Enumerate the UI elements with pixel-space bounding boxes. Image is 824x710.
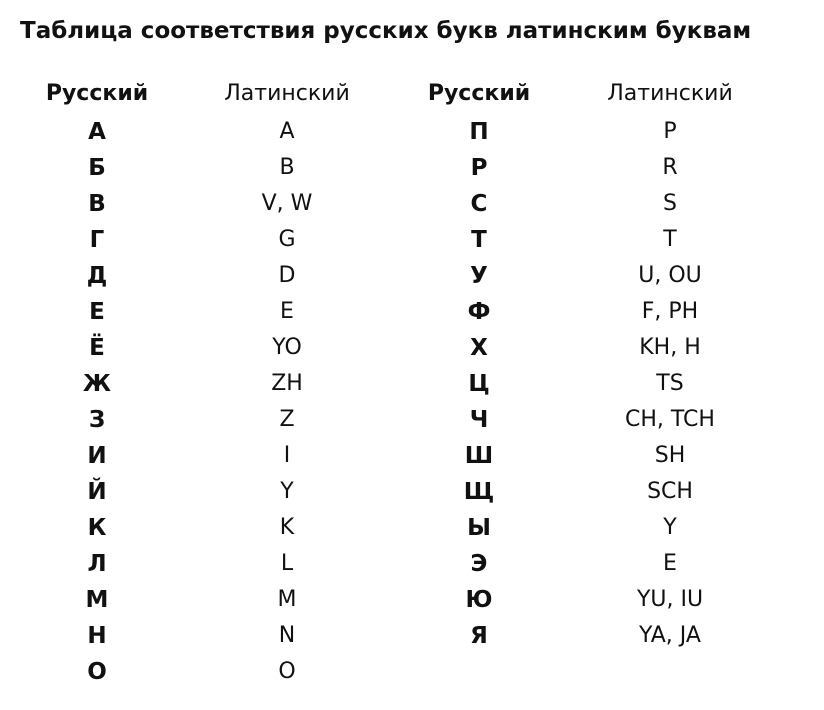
latin-equivalent: T [663, 227, 677, 252]
russian-letter: И [87, 443, 107, 469]
russian-letter: Щ [463, 479, 495, 505]
russian-letter: Ё [89, 335, 105, 361]
latin-equivalent: I [283, 443, 291, 468]
russian-letter: Р [470, 155, 488, 181]
russian-letter: П [469, 119, 489, 145]
russian-letter: Х [470, 335, 488, 361]
russian-letter: Д [86, 263, 108, 289]
header-russian-right: Русский [427, 81, 531, 106]
latin-equivalent: Y [280, 479, 294, 504]
russian-letter: Я [470, 623, 488, 649]
latin-equivalent: E [280, 299, 294, 324]
russian-letter: Т [471, 227, 487, 253]
latin-equivalent: A [279, 119, 295, 144]
latin-equivalent: D [278, 263, 296, 288]
latin-equivalent: E [663, 551, 677, 576]
latin-column-right [595, 74, 745, 654]
latin-equivalent: B [279, 155, 295, 180]
latin-equivalent: S [663, 191, 677, 216]
latin-equivalent: TS [656, 371, 684, 396]
latin-equivalent: L [280, 551, 294, 576]
latin-equivalent: Z [279, 407, 295, 432]
russian-letter: С [470, 191, 488, 217]
russian-letter: О [87, 659, 107, 685]
latin-equivalent: F, PH [641, 299, 699, 324]
russian-letter: Л [87, 551, 107, 577]
latin-equivalent: K [279, 515, 295, 540]
russian-letter: Б [88, 155, 106, 181]
latin-equivalent: SCH [647, 479, 693, 504]
latin-equivalent: YO [272, 335, 302, 360]
russian-letter: Ф [467, 299, 491, 325]
russian-letter: У [470, 263, 488, 289]
latin-equivalent: V, W [261, 191, 313, 216]
russian-letter: Г [89, 227, 105, 253]
russian-column-left [38, 74, 156, 690]
russian-letter: Э [470, 551, 488, 577]
russian-letter: Ш [464, 443, 494, 469]
russian-letter: З [88, 407, 106, 433]
russian-letter: Ю [465, 587, 493, 613]
latin-equivalent: YU, IU [636, 587, 704, 612]
russian-letter: Ы [467, 515, 491, 541]
header-russian-left: Русский [45, 81, 149, 106]
latin-equivalent: SH [654, 443, 686, 468]
latin-equivalent: P [663, 119, 677, 144]
russian-letter: Ч [469, 407, 489, 433]
latin-equivalent: U, OU [638, 263, 702, 288]
russian-letter: В [88, 191, 106, 217]
russian-letter: Й [87, 479, 107, 505]
russian-letter: А [88, 119, 106, 145]
russian-letter: Е [89, 299, 105, 325]
russian-column-right [420, 74, 538, 654]
russian-letter: Н [87, 623, 107, 649]
latin-column-left [212, 74, 362, 690]
header-latin-right: Латинский [607, 81, 733, 106]
latin-equivalent: R [662, 155, 678, 180]
latin-equivalent: Y [663, 515, 677, 540]
latin-equivalent: YA, JA [639, 623, 701, 648]
page-title: Таблица соответствия русских букв латинским буквам [20, 18, 752, 44]
latin-equivalent: KH, H [639, 335, 701, 360]
latin-equivalent: O [278, 659, 296, 684]
header-latin-left: Латинский [224, 81, 350, 106]
russian-letter: Ц [468, 371, 490, 397]
latin-equivalent: ZH [271, 371, 303, 396]
russian-letter: М [85, 587, 109, 613]
latin-equivalent: N [278, 623, 296, 648]
russian-letter: К [87, 515, 107, 541]
latin-equivalent: M [277, 587, 297, 612]
latin-equivalent: G [278, 227, 296, 252]
russian-letter: Ж [82, 371, 112, 397]
latin-equivalent: CH, TCH [625, 407, 715, 432]
